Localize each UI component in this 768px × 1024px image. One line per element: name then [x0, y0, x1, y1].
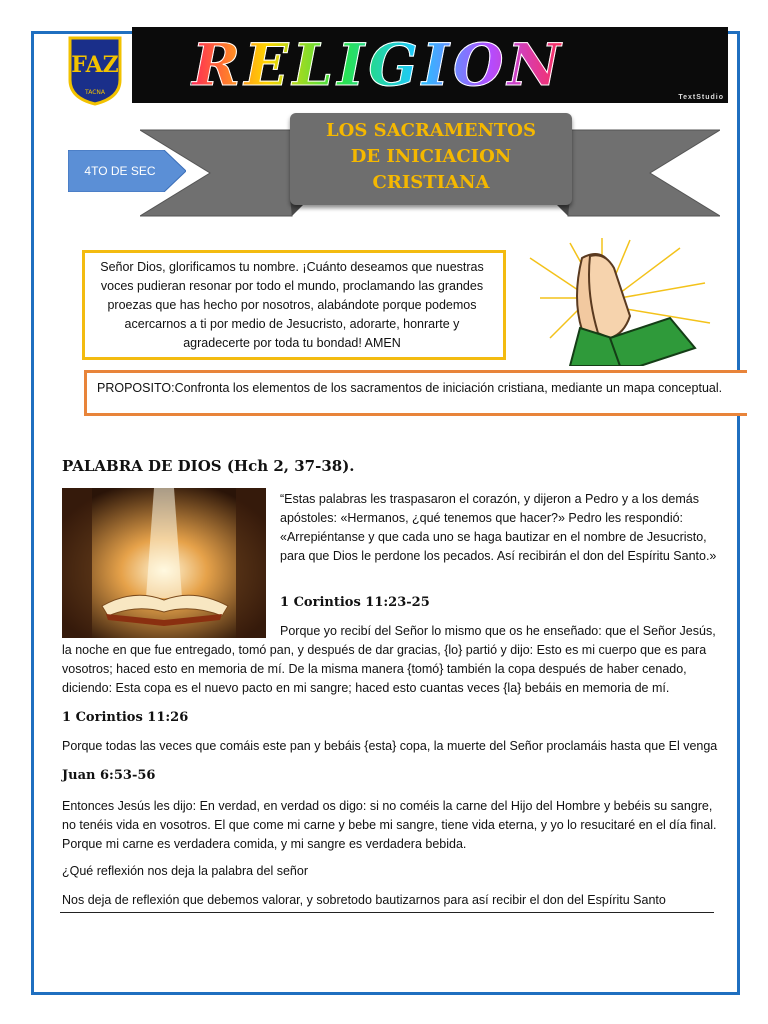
- religion-banner: [132, 27, 728, 103]
- banner-word: RELIGION: [192, 31, 565, 99]
- cor2-text: Porque todas las veces que comáis este pan y bebáis {esta} copa, la muerte del Señor proclamáis hasta que El venga: [62, 739, 718, 753]
- reflection-answer: Nos deja de reflexión que debemos valorar, y sobretodo bautizarnos para así recibir el don del Espíritu Santo: [62, 893, 666, 907]
- title-line-1: LOS SACRAMENTOS: [326, 120, 536, 141]
- cor1-text-first-line: Porque yo recibí del Señor lo mismo que os he enseñado: que el Señor Jesús,: [280, 624, 716, 638]
- logo-subtext: TACNA: [85, 89, 105, 96]
- juan-text: Entonces Jesús les dijo: En verdad, en verdad os digo: si no coméis la carne del Hijo del Hombre y bebéis su sangre, no tenéis vida en vosotros. El que come mi carne y bebe mi sangre, tiene vida eterna, y yo lo resucitaré en el día final. Porque mi carne es verdadera comida, y mi sangre es verdadera bebida.: [62, 799, 717, 851]
- cor2-heading: 1 Corintios 11:26: [62, 710, 189, 725]
- document-title: [290, 118, 572, 196]
- purpose-text: PROPOSITO:Confronta los elementos de los sacramentos de iniciación cristiana, mediante un mapa conceptual.: [97, 381, 723, 395]
- juan-heading: Juan 6:53-56: [62, 768, 156, 783]
- logo-text: FAZ: [71, 52, 119, 78]
- school-logo: [64, 34, 126, 106]
- open-bible-image: [62, 488, 266, 638]
- banner-credit: TextStudio: [678, 94, 724, 101]
- section-heading: PALABRA DE DIOS (Hch 2, 37-38).: [62, 457, 355, 475]
- title-line-3: CRISTIANA: [372, 172, 490, 193]
- title-line-2: DE INICIACION: [350, 146, 512, 167]
- praying-hands-icon: [520, 238, 720, 366]
- cor1-text: la noche en que fue entregado, tomó pan, y después de dar gracias, {lo} partió y dijo: Esto es mi cuerpo que es para vosotros; haced esto en memoria de mí. De la misma manera {tomó} también la copa después de haber cenado, diciendo: Esta copa es el nuevo pacto en mi sangre; haced esto cuantas veces {la} bebáis en memoria de mí.: [62, 643, 707, 695]
- grade-label: 4TO DE SEC: [84, 164, 156, 178]
- prayer-text: Señor Dios, glorificamos tu nombre. ¡Cuánto deseamos que nuestras voces pudieran resonar por todo el mundo, proclamando las grandes proezas que has hecho por nosotros, alabándote porque podemos acercarnos a ti por medio de Jesucristo, adorarte, honrarte y agradecerte por toda tu bondad! AMEN: [100, 260, 484, 350]
- reflection-question: ¿Qué reflexión nos deja la palabra del señor: [62, 864, 308, 878]
- hch-text: “Estas palabras les traspasaron el corazón, y dijeron a Pedro y a los demás apóstoles: «Hermanos, ¿qué tenemos que hacer?» Pedro les respondió: «Arrepiéntanse y que cada uno se haga bautizar en el nombre de Jesucristo, para que Dios le perdone los pecados. Así recibirán el don del Espíritu Santo.»: [280, 492, 717, 563]
- cor1-heading: 1 Corintios 11:23-25: [280, 595, 430, 610]
- answer-underline: [60, 912, 714, 913]
